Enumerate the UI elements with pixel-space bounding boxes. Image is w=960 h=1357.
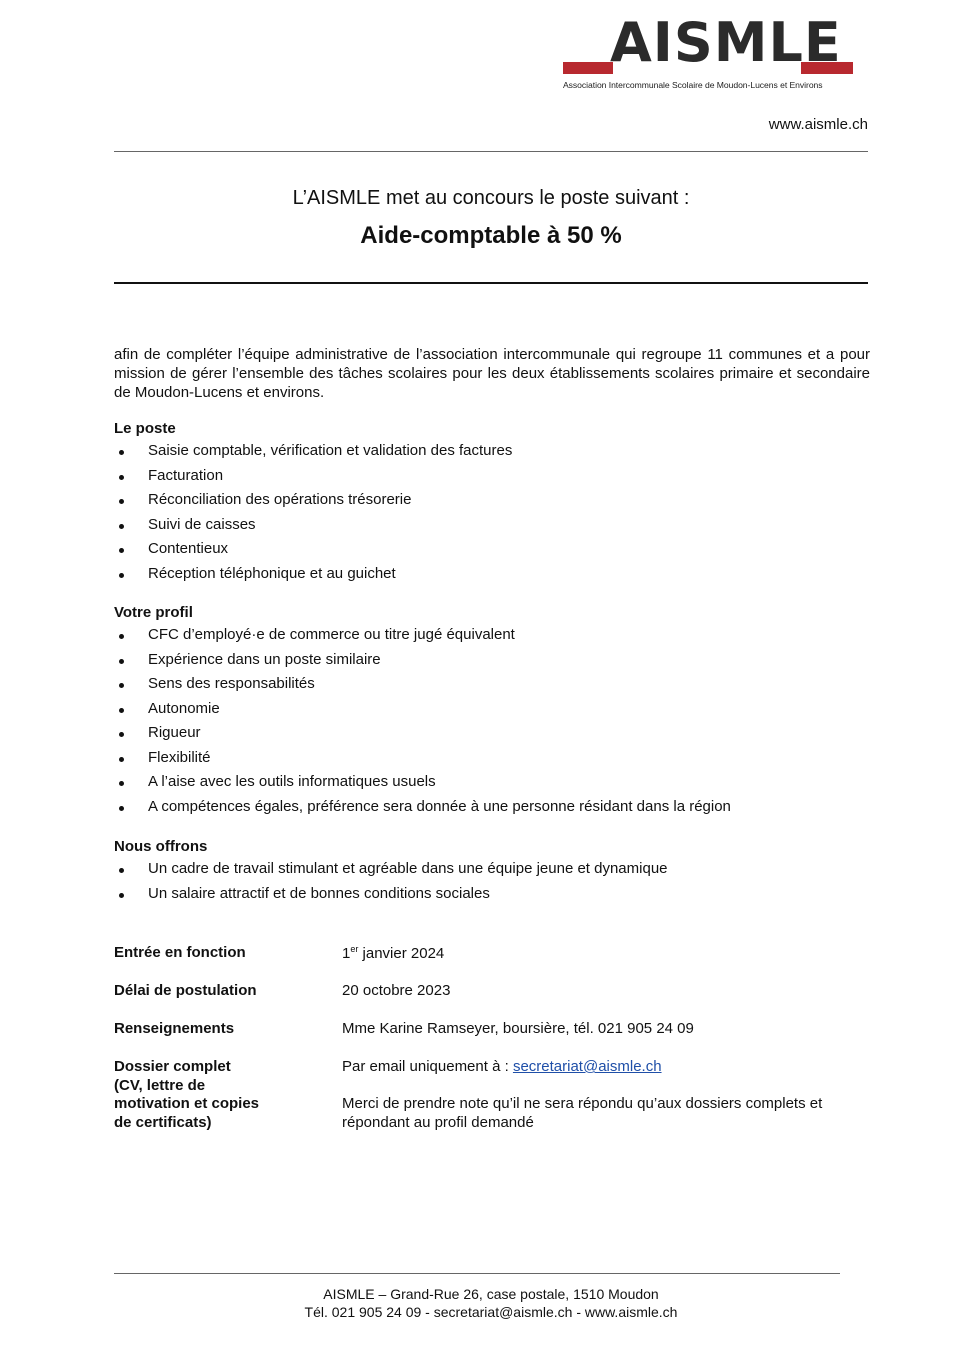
renseignements-value: Mme Karine Ramseyer, boursière, tél. 021 905 24 09 <box>342 1020 694 1037</box>
bullet-icon <box>119 659 124 664</box>
list-item: Autonomie <box>114 697 731 722</box>
dossier-email-line: Par email uniquement à : secretariat@aismle.ch <box>342 1058 662 1075</box>
footer-contact: Tél. 021 905 24 09 - secretariat@aismle.ch - www.aismle.ch <box>304 1304 678 1320</box>
bullet-icon <box>119 781 124 786</box>
website-header: www.aismle.ch <box>768 116 868 133</box>
bullet-icon <box>119 893 124 898</box>
list-item: Saisie comptable, vérification et validation des factures <box>114 439 512 464</box>
renseignements-label: Renseignements <box>114 1020 235 1037</box>
job-title: Aide-comptable à 50 % <box>360 222 622 249</box>
list-item: Flexibilité <box>114 746 731 771</box>
bullet-icon <box>119 524 124 529</box>
bullet-icon <box>119 732 124 737</box>
list-item: Suivi de caisses <box>114 513 512 538</box>
list-item: Rigueur <box>114 721 731 746</box>
headline: L’AISMLE met au concours le poste suivant : <box>292 187 690 209</box>
footer-address: AISMLE – Grand-Rue 26, case postale, 1510 Moudon <box>323 1286 659 1302</box>
delai-value: 20 octobre 2023 <box>342 982 451 999</box>
section-poste <box>114 420 512 586</box>
email-link[interactable]: secretariat@aismle.ch <box>512 1058 662 1075</box>
intro-paragraph: afin de compléter l’équipe administrative de l’association intercommunale qui regroupe 11 communes et a pour mission de gérer l’ensemble des tâches scolaires pour les deux établissements scolaires primaire et secondaire de Moudon-Lucens et environs. <box>114 346 870 401</box>
bullet-icon <box>119 806 124 811</box>
bullet-icon <box>119 450 124 455</box>
dossier-label: Dossier complet (CV, lettre de motivation et copies de certificats) <box>114 1058 260 1131</box>
section-title: Le poste <box>114 420 176 437</box>
logo-bar-left <box>563 62 613 74</box>
list-item: Un cadre de travail stimulant et agréable dans une équipe jeune et dynamique <box>114 857 668 882</box>
bullet-icon <box>119 548 124 553</box>
delai-label: Délai de postulation <box>114 982 257 999</box>
list-item: Expérience dans un poste similaire <box>114 648 731 673</box>
list-item: CFC d’employé·e de commerce ou titre jugé équivalent <box>114 623 731 648</box>
list-item: Un salaire attractif et de bonnes conditions sociales <box>114 882 668 907</box>
title-divider <box>114 282 868 284</box>
logo-wordmark: AISMLE <box>610 11 842 74</box>
bullet-icon <box>119 475 124 480</box>
bullet-icon <box>119 708 124 713</box>
list-item: A l’aise avec les outils informatiques usuels <box>114 770 731 795</box>
section-title: Nous offrons <box>114 838 208 855</box>
section-offre <box>114 838 668 906</box>
list-item: Réception téléphonique et au guichet <box>114 562 512 587</box>
logo-tagline: Association Intercommunale Scolaire de Moudon-Lucens et Environs <box>563 80 823 90</box>
footer-divider <box>114 1273 840 1274</box>
bullet-icon <box>119 499 124 504</box>
bullet-icon <box>119 634 124 639</box>
list-item: A compétences égales, préférence sera donnée à une personne résidant dans la région <box>114 795 731 820</box>
section-title: Votre profil <box>114 604 193 621</box>
bullet-icon <box>119 573 124 578</box>
dossier-note: Merci de prendre note qu’il ne sera répondu qu’aux dossiers complets et répondant au profil demandé <box>342 1095 823 1131</box>
bullet-icon <box>119 868 124 873</box>
entree-value: 1er janvier 2024 <box>342 944 445 962</box>
poste-list <box>114 439 512 586</box>
list-item: Sens des responsabilités <box>114 672 731 697</box>
list-item: Contentieux <box>114 537 512 562</box>
bullet-icon <box>119 683 124 688</box>
offre-list <box>114 857 668 906</box>
list-item: Réconciliation des opérations trésorerie <box>114 488 512 513</box>
bullet-icon <box>119 757 124 762</box>
section-profil <box>114 604 731 819</box>
header-divider <box>114 151 868 152</box>
list-item: Facturation <box>114 464 512 489</box>
entree-label: Entrée en fonction <box>114 944 246 961</box>
aismle-logo <box>563 11 853 92</box>
profil-list <box>114 623 731 819</box>
